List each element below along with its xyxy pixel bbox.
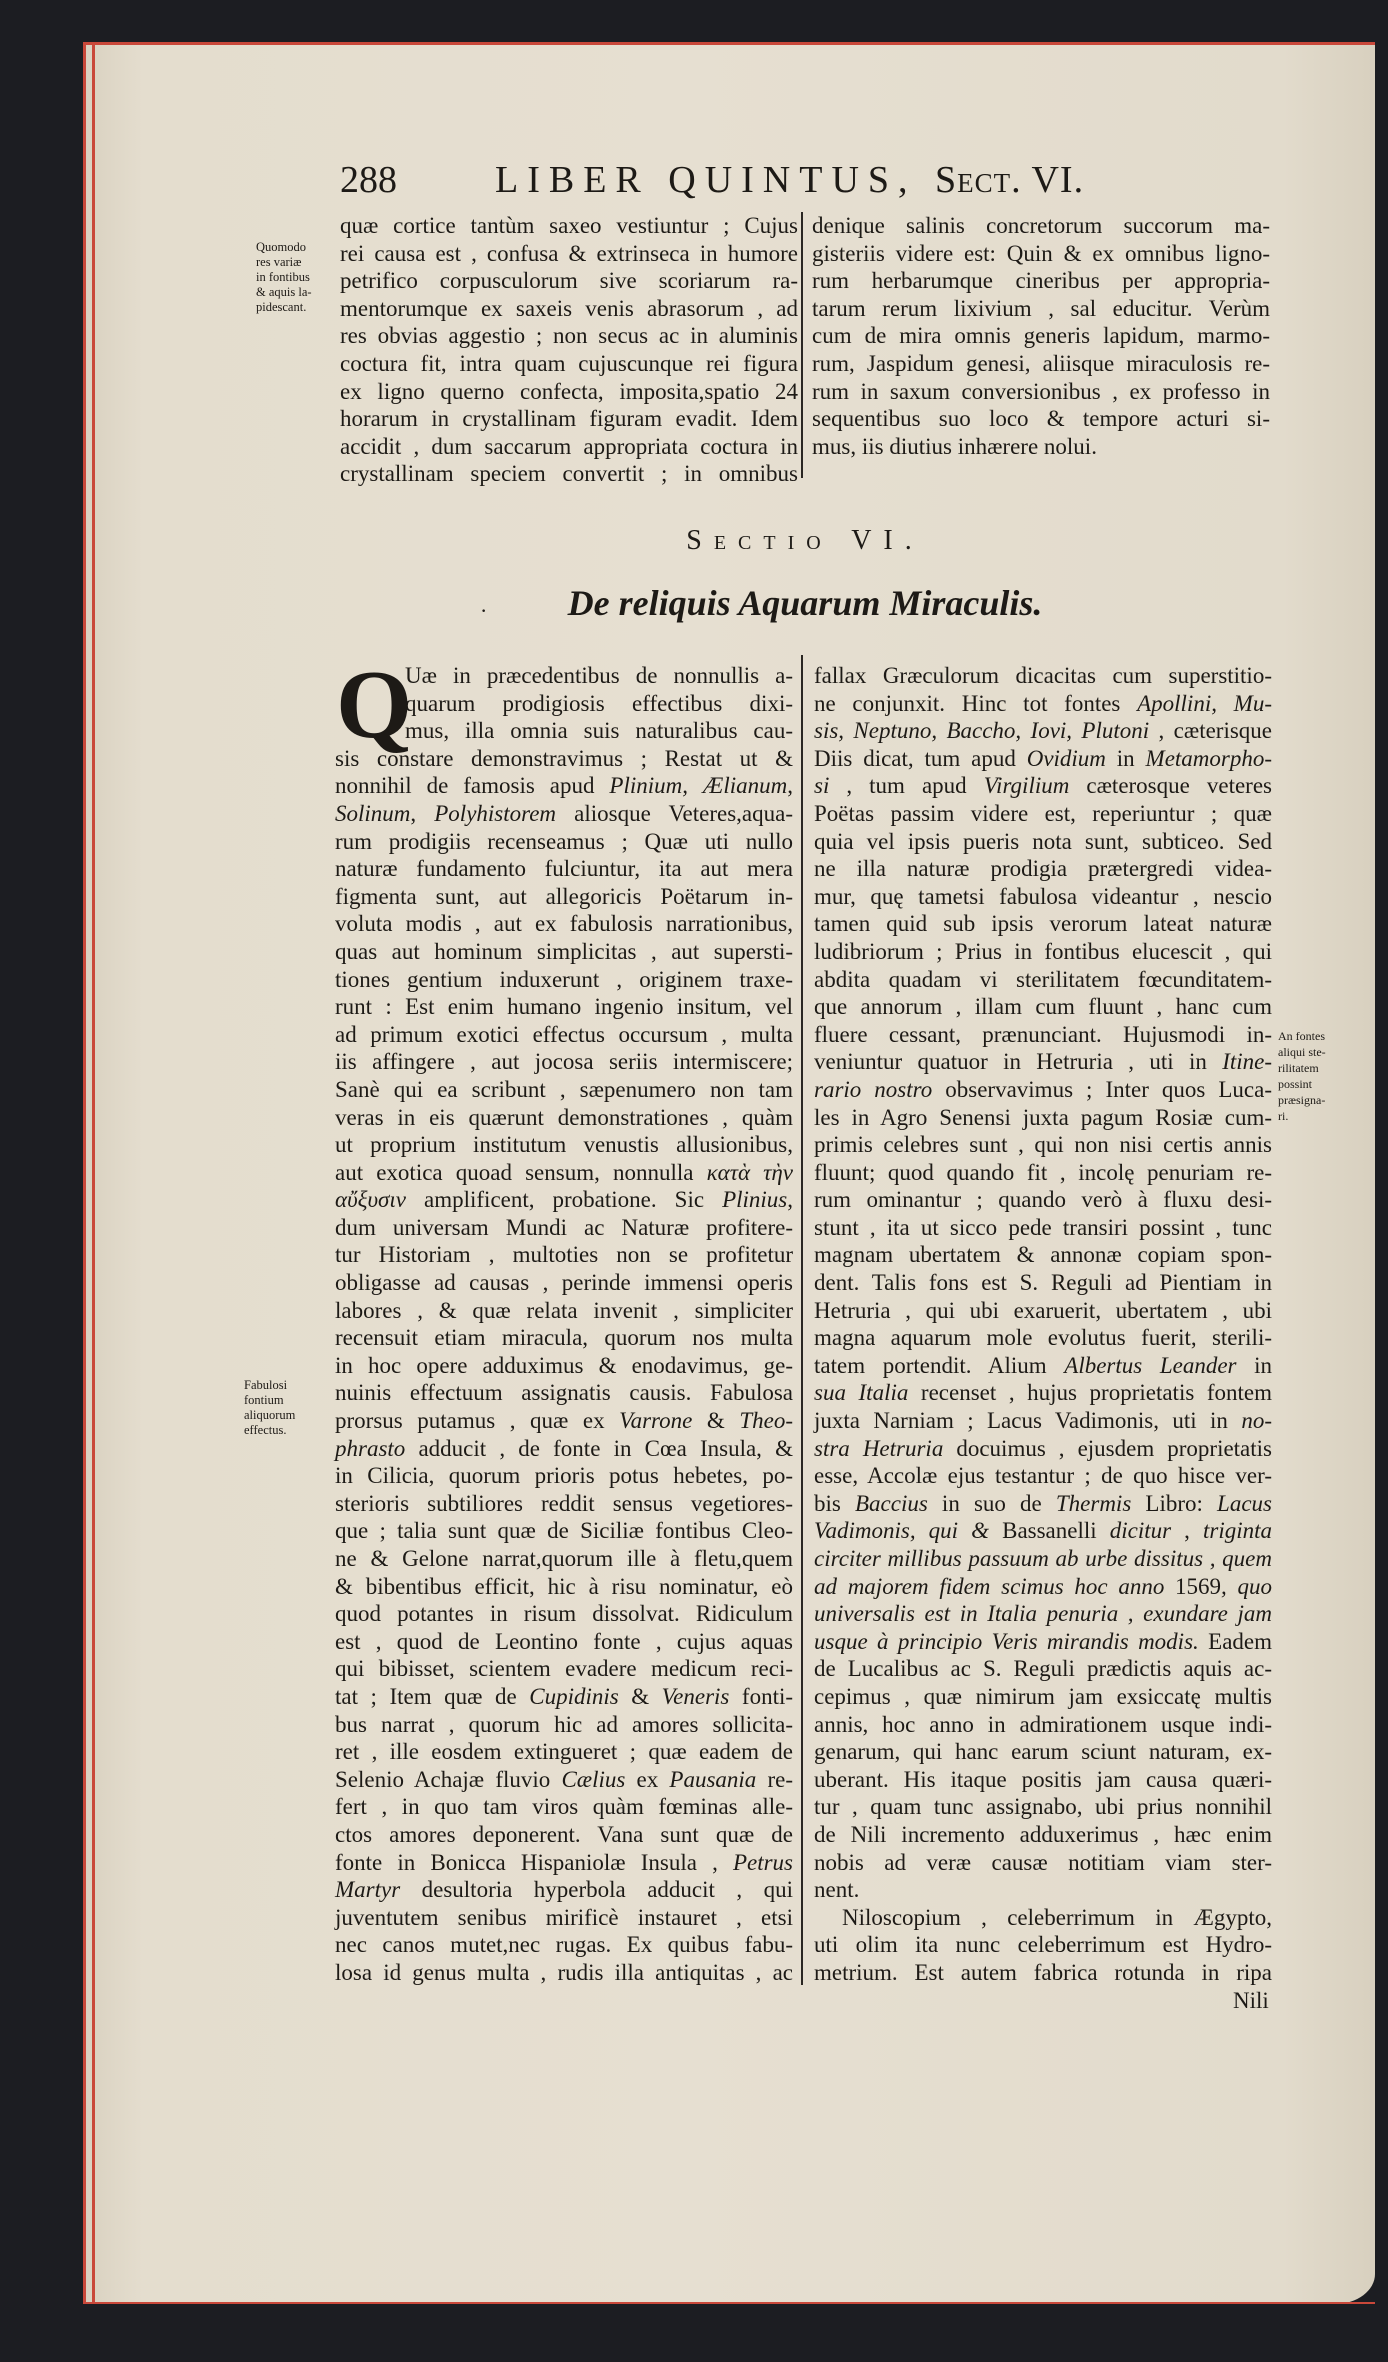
text-line: que annorum , illam cum fluunt , hanc cum xyxy=(814,994,1272,1020)
italic-name: circiter millibus passuum ab urbe dissitus , quem xyxy=(814,1546,1272,1571)
italic-name: Solinum xyxy=(335,800,411,826)
text-line xyxy=(335,1876,793,1904)
text-line: iis affingere , aut jocosa seriis intermiscere; xyxy=(335,1049,793,1075)
text-line: coctura fit, intra quam cujuscunque rei figura xyxy=(340,350,798,376)
text-line: naturæ fundamento fulciuntur, ita aut mera xyxy=(335,856,793,882)
text-line: recensuit etiam miracula, quorum nos multa xyxy=(335,1325,793,1351)
text-line xyxy=(814,690,1272,718)
italic-name: αὔξυσιν xyxy=(335,1187,406,1213)
italic-name: Theo- xyxy=(739,1408,793,1434)
italic-name: ad majorem fidem scimus hoc anno xyxy=(814,1573,1176,1599)
text-line: crystallinam speciem convertit ; in omnibus xyxy=(340,461,798,487)
text-segment: aliosque Veteres,aqua- xyxy=(556,800,793,826)
text-line: Hetruria , qui ubi exaruerit, ubertatem , ubi xyxy=(814,1297,1272,1323)
italic-name: dicitur xyxy=(1109,1518,1172,1544)
italic-name: κατὰ τὴν xyxy=(706,1159,793,1185)
text-line: rum ominantur ; quando verò à fluxu desi- xyxy=(814,1187,1272,1213)
text-segment: recenset , hujus proprietatis fontem xyxy=(908,1380,1273,1406)
text-line xyxy=(814,1407,1272,1435)
text-line: primis celebres sunt , qui non nisi certis annis xyxy=(814,1132,1272,1158)
text-line: dum universam Mundi ac Naturæ profitere- xyxy=(335,1214,793,1240)
italic-name: Ovidium xyxy=(1026,745,1106,771)
italic-name: stra Hetruria xyxy=(814,1435,944,1461)
text-line xyxy=(814,1490,1272,1518)
text-line xyxy=(335,1683,793,1711)
text-line: quod potantes in risum dissolvat. Ridiculum xyxy=(335,1601,793,1627)
text-line: fluere cessant, prænunciant. Hujusmodi in- xyxy=(814,1021,1272,1047)
text-line: mur, quę tametsi fabulosa videantur , nescio xyxy=(814,883,1272,909)
italic-name: usque à principio Veris mirandis modis. xyxy=(814,1628,1199,1654)
text-line xyxy=(335,1186,793,1214)
text-segment: aut exotica quoad sensum, nonnulla xyxy=(335,1159,707,1185)
margin-note-line: in fontibus xyxy=(256,270,310,284)
italic-name: Plinium, Ælianum xyxy=(609,773,788,799)
text-line: horarum in crystallinam figuram evadit. Idem xyxy=(340,406,798,432)
margin-note-line: aliquorum xyxy=(244,1408,296,1422)
text-segment: observavimus ; Inter quos Luca- xyxy=(932,1076,1272,1102)
margin-note-line: Fabulosi xyxy=(244,1378,288,1392)
text-line: denique salinis concretorum succorum ma- xyxy=(812,213,1270,238)
text-line: ad primum exotici effectus occursum , multa xyxy=(335,1021,793,1047)
text-segment: Bassanelli xyxy=(989,1518,1110,1544)
text-line: mus, illa omnia suis naturalibus cau- xyxy=(405,718,793,744)
margin-note-line: possint xyxy=(1278,1077,1313,1091)
margin-note-right xyxy=(1278,1028,1326,1124)
italic-name: Metamorpho- xyxy=(1145,745,1273,771)
text-line: sis constare demonstravimus ; Restat ut & xyxy=(335,745,793,771)
margin-note-left xyxy=(244,1378,295,1438)
text-segment: , tum apud xyxy=(829,773,984,799)
text-line: gisteriis videre est: Quin & ex omnibus ligno- xyxy=(812,240,1270,266)
text-line: runt : Est enim humano ingenio insitum, vel xyxy=(335,994,793,1020)
text-line xyxy=(335,772,793,800)
text-segment: , xyxy=(787,1187,793,1213)
text-segment: ne conjunxit. Hinc tot fontes xyxy=(814,690,1138,716)
text-segment: tatem portendit. Alium xyxy=(814,1352,1065,1378)
text-line: dent. Talis fons est S. Reguli ad Pientiam in xyxy=(814,1270,1272,1296)
text-segment: 1569 xyxy=(1175,1573,1222,1599)
text-line: nuinis effectuum assignatis causis. Fabulosa xyxy=(335,1380,793,1406)
text-line: uberant. His itaque positis jam causa quæri- xyxy=(814,1766,1272,1792)
text-line: labores , & quæ relata invenit , simpliciter xyxy=(335,1297,793,1323)
text-line: ludibriorum ; Prius in fontibus elucescit , qui xyxy=(814,938,1272,964)
text-line: ret , ille eosdem extingueret ; quæ eadem de xyxy=(335,1739,793,1765)
text-line: quia vel ipsis pueris nota sunt, subticeo. Sed xyxy=(814,828,1272,854)
body-right-column xyxy=(814,662,1272,1987)
text-line: qui bibisset, scientem evadere medicum reci- xyxy=(335,1656,793,1682)
italic-name: Varrone xyxy=(619,1408,693,1434)
text-line: ex ligno querno confecta, imposita,spatio 24 xyxy=(340,378,798,404)
text-segment: nonnihil de famosis apud xyxy=(335,773,610,799)
text-line: rum in saxum conversionibus , ex professo in xyxy=(812,378,1270,404)
text-line xyxy=(814,745,1272,773)
text-segment: Diis dicat, tum apud xyxy=(814,745,1027,771)
text-line: nec canos mutet,nec rugas. Ex quibus fabu- xyxy=(335,1932,793,1958)
running-head xyxy=(495,158,1084,202)
text-segment: bis xyxy=(814,1490,855,1516)
text-line xyxy=(814,1048,1272,1076)
margin-note-line: & aquis la- xyxy=(256,285,312,299)
section-reference: Sect. VI. xyxy=(935,159,1085,201)
text-line: quæ cortice tantùm saxeo vestiuntur ; Cujus xyxy=(340,213,798,238)
text-line: mentorumque ex saxeis venis abrasorum , ad xyxy=(340,295,798,321)
text-line: sterioris subtiliores reddit sensus vegetiores- xyxy=(335,1490,793,1516)
text-line: esse, Accolæ ejus testantur ; de quo hisce ver- xyxy=(814,1463,1272,1489)
page-number: 288 xyxy=(340,159,397,201)
red-page-edge-left xyxy=(83,42,95,2304)
italic-name: Apollini, Mu- xyxy=(1137,690,1272,716)
italic-name: sua Italia xyxy=(814,1380,909,1406)
text-segment: in xyxy=(1105,745,1146,771)
italic-name: si xyxy=(814,773,830,799)
top-left-column xyxy=(340,212,798,488)
text-line: rei causa est , confusa & extrinseca in humore xyxy=(340,240,798,266)
italic-name: , quo xyxy=(1221,1573,1272,1599)
text-line: rum herbarumque cineribus per appropria- xyxy=(812,268,1270,294)
text-line: figmenta sunt, aut allegoricis Poëtarum in- xyxy=(335,883,793,909)
column-rule-top xyxy=(801,212,803,478)
margin-note-line: fontium xyxy=(244,1393,284,1407)
text-segment: Eadem xyxy=(1198,1628,1272,1654)
italic-name: no- xyxy=(1241,1408,1272,1434)
red-page-edge-bottom xyxy=(83,2302,1375,2304)
margin-note-line: ri. xyxy=(1278,1109,1289,1123)
text-segment: re- xyxy=(756,1766,794,1792)
text-line: ne illa naturæ prodigia prætergredi videa- xyxy=(814,856,1272,882)
text-line: sequentibus suo loco & tempore acturi si- xyxy=(812,406,1270,432)
margin-note-line: Quomodo xyxy=(256,240,306,254)
text-line: les in Agro Senensi juxta pagum Rosiæ cum- xyxy=(814,1104,1272,1130)
text-line xyxy=(814,1435,1272,1463)
text-segment: ex xyxy=(625,1766,670,1792)
italic-name: Cælius xyxy=(561,1766,626,1792)
italic-name: Baccius xyxy=(854,1490,928,1516)
text-line: petrifico corpusculorum sive scoriarum ra- xyxy=(340,268,798,294)
text-line: rum, Jaspidum genesi, aliisque miraculosis re- xyxy=(812,350,1270,376)
italic-name: Itine- xyxy=(1222,1049,1272,1075)
text-line: losa id genus multa , rudis illa antiquitas , ac xyxy=(335,1959,793,1985)
italic-name: Plinius xyxy=(722,1187,788,1213)
text-line: que ; talia sunt quæ de Siciliæ fontibus Cleo- xyxy=(335,1518,793,1544)
italic-name: Thermis xyxy=(1055,1490,1132,1516)
text-line: res obvias aggestio ; non secus ac in aluminis xyxy=(340,323,798,349)
italic-name: Albertus Leander xyxy=(1064,1352,1237,1378)
text-line: annis, hoc anno in admirationem usque indi- xyxy=(814,1711,1272,1737)
italic-name: Pausania xyxy=(669,1766,757,1792)
italic-name: Cupidinis xyxy=(529,1683,619,1709)
italic-name: Martyr xyxy=(335,1877,401,1903)
text-line: tur , quam tunc assignabo, ubi prius nonnihil xyxy=(814,1794,1272,1820)
text-segment: fonte in Bonicca Hispaniolæ Insula , xyxy=(335,1849,733,1875)
text-segment: cæterosque veteres xyxy=(1069,773,1272,799)
text-line: abdita quadam vi sterilitatem fœcunditatem- xyxy=(814,966,1272,992)
italic-name: Vadimonis, qui & xyxy=(814,1518,990,1544)
text-line: quas aut hominum simplicitas , aut supersti- xyxy=(335,938,793,964)
body-left-column xyxy=(335,662,793,1987)
text-segment: & xyxy=(692,1408,740,1434)
text-line xyxy=(335,1407,793,1435)
text-segment: tat ; Item quæ de xyxy=(335,1683,530,1709)
italic-name: phrasto xyxy=(335,1435,406,1461)
text-line: nent. xyxy=(814,1877,860,1903)
italic-name: Veneris xyxy=(661,1683,730,1709)
text-line: cum de mira omnis generis lapidum, marmo- xyxy=(812,323,1270,349)
text-segment: in xyxy=(1236,1352,1273,1378)
margin-note-line: res variæ xyxy=(256,255,302,269)
text-segment: Libro: xyxy=(1131,1490,1218,1516)
text-line: tiones gentium induxerunt , originem traxe- xyxy=(335,966,793,992)
text-line: ne & Gelone narrat,quorum ille à fletu,quem xyxy=(335,1546,793,1571)
text-line xyxy=(814,1573,1272,1601)
text-line: cepimus , quæ nimirum jam exsiccatę multis xyxy=(814,1683,1272,1709)
text-line xyxy=(335,1159,793,1187)
text-segment: veniuntur quatuor in Hetruria , uti in xyxy=(814,1049,1223,1075)
text-line: uti olim ita nunc celeberrimum est Hydro- xyxy=(814,1932,1272,1958)
top-right-column xyxy=(812,212,1270,460)
text-segment: amplificent, probatione. Sic xyxy=(405,1187,723,1213)
text-segment: Selenio Achajæ fluvio xyxy=(335,1766,562,1792)
text-segment: juxta Narniam ; Lacus Vadimonis, uti in xyxy=(814,1408,1242,1434)
text-line xyxy=(335,1435,793,1463)
text-line: mus, iis diutius inhærere nolui. xyxy=(812,433,1097,459)
italic-name: Virgilium xyxy=(983,773,1070,799)
margin-note-line: præsigna- xyxy=(1278,1093,1326,1107)
text-line: Niloscopium , celeberrimum in Ægypto, xyxy=(842,1904,1272,1930)
text-segment: , xyxy=(410,800,435,826)
text-line: genarum, qui hanc earum sciunt naturam, ex- xyxy=(814,1739,1272,1765)
text-line: tur Historiam , multoties non se profitetur xyxy=(335,1242,793,1268)
text-segment: docuimus , ejusdem proprietatis xyxy=(943,1435,1272,1461)
margin-note-line: pidescant. xyxy=(256,300,307,314)
italic-name: Petrus xyxy=(732,1849,793,1875)
text-line: Poëtas passim videre est, reperiuntur ; quæ xyxy=(814,800,1272,826)
text-line xyxy=(814,772,1272,800)
text-line: tarum rerum lixivium , sal educitur. Verùm xyxy=(812,295,1270,321)
text-line: Sanè qui ea scribunt , sæpenumero non tam xyxy=(335,1076,793,1102)
text-line: fert , in quo tam viros quàm fœminas alle- xyxy=(335,1794,793,1820)
text-line xyxy=(335,800,793,828)
text-line: stunt , ita ut sicco pede transiri possint , tunc xyxy=(814,1214,1272,1240)
text-line: magna aquarum mole evolutus fuerit, sterili- xyxy=(814,1325,1272,1351)
text-line: de Nili incremento adduxerimus , hæc enim xyxy=(814,1821,1272,1847)
text-line: nobis ad veræ causæ notitiam viam ster- xyxy=(814,1849,1272,1875)
text-line: magnam ubertatem & annonæ copiam spon- xyxy=(814,1242,1272,1268)
text-segment: , xyxy=(1171,1518,1203,1544)
section-title: De reliquis Aquarum Miraculis. xyxy=(567,583,1043,623)
text-line: quarum prodigiosis effectibus dixi- xyxy=(405,690,793,716)
text-segment: fonti- xyxy=(729,1683,794,1709)
margin-note-top xyxy=(256,240,312,315)
italic-name: universalis est in Italia penuria , exundare jam xyxy=(814,1601,1272,1627)
text-segment: desultoria hyperbola adducit , qui xyxy=(400,1877,793,1903)
section-label: Sectio VI. xyxy=(686,525,924,556)
text-line: est , quod de Leontino fonte , cujus aquas xyxy=(335,1628,793,1654)
text-line: rum prodigiis recenseamus ; Quæ uti nullo xyxy=(335,828,793,854)
text-line xyxy=(814,1517,1272,1545)
margin-note-line: An fontes xyxy=(1278,1029,1325,1043)
text-line: veras in eis quærunt demonstrationes , quàm xyxy=(335,1104,793,1130)
text-line: voluta modis , aut ex fabulosis narrationibus, xyxy=(335,911,793,937)
text-line: tamen quid sub ipsis verorum lateat naturæ xyxy=(814,911,1272,937)
italic-name: Lacus xyxy=(1217,1490,1272,1516)
text-line: & bibentibus efficit, hic à risu nominatur, eò xyxy=(335,1573,793,1599)
text-line: de Lucalibus ac S. Reguli prædictis aquis ac- xyxy=(814,1656,1272,1682)
text-line xyxy=(814,1352,1272,1380)
text-line: bus narrat , quorum hic ad amores sollicita- xyxy=(335,1711,793,1737)
text-line: in Cilicia, quorum prioris potus hebetes, po- xyxy=(335,1463,793,1489)
italic-name: sis, Neptuno, Baccho, Iovi, Plutoni xyxy=(814,718,1150,744)
text-segment: , cæterisque xyxy=(1149,718,1272,744)
text-line: accidit , dum saccarum appropriata coctura in xyxy=(340,433,798,459)
text-line: ut proprium institutum venustis allusionibus, xyxy=(335,1132,793,1158)
text-line xyxy=(814,1379,1272,1407)
text-segment: prorsus putamus , quæ ex xyxy=(335,1408,620,1434)
text-line xyxy=(814,1628,1272,1656)
text-line xyxy=(335,1849,793,1877)
text-line: ctos amores deponerent. Vana sunt quæ de xyxy=(335,1821,793,1847)
catchword: Nili xyxy=(1233,1988,1269,2013)
text-segment: in suo de xyxy=(927,1490,1056,1516)
margin-note-line: rilitatem xyxy=(1278,1061,1319,1075)
text-segment: adducit , de fonte in Cœa Insula, & xyxy=(405,1435,793,1461)
margin-note-line: effectus. xyxy=(244,1423,287,1437)
text-line: fallax Græculorum dicacitas cum superstitio- xyxy=(814,663,1272,688)
text-line xyxy=(814,717,1272,745)
text-line xyxy=(814,1076,1272,1104)
text-line xyxy=(814,1545,1272,1573)
text-segment: & xyxy=(618,1683,662,1709)
running-title: LIBER QUINTUS, xyxy=(495,159,917,201)
italic-name: triginta xyxy=(1202,1518,1272,1544)
text-line: fluunt; quod quando fit , incolę penuriam re- xyxy=(814,1159,1272,1185)
margin-note-line: aliqui ste- xyxy=(1278,1045,1326,1059)
text-line xyxy=(335,1766,793,1794)
italic-name: Polyhistorem xyxy=(434,800,557,826)
text-segment: , xyxy=(787,773,793,799)
italic-name: rario nostro xyxy=(814,1076,933,1102)
text-line: metrium. Est autem fabrica rotunda in ripa xyxy=(814,1959,1272,1985)
text-line: obligasse ad causas , perinde immensi operis xyxy=(335,1270,793,1296)
printer-dot: · xyxy=(480,598,488,623)
text-line: Uæ in præcedentibus de nonnullis a- xyxy=(405,663,793,688)
red-page-edge-top xyxy=(83,42,1375,45)
drop-cap: Q xyxy=(336,651,413,759)
text-line xyxy=(814,1600,1272,1628)
column-rule-body xyxy=(801,655,803,1985)
text-line: in hoc opere adduximus & enodavimus, ge- xyxy=(335,1352,793,1378)
text-line: juventutem senibus mirificè instauret , etsi xyxy=(335,1904,793,1930)
